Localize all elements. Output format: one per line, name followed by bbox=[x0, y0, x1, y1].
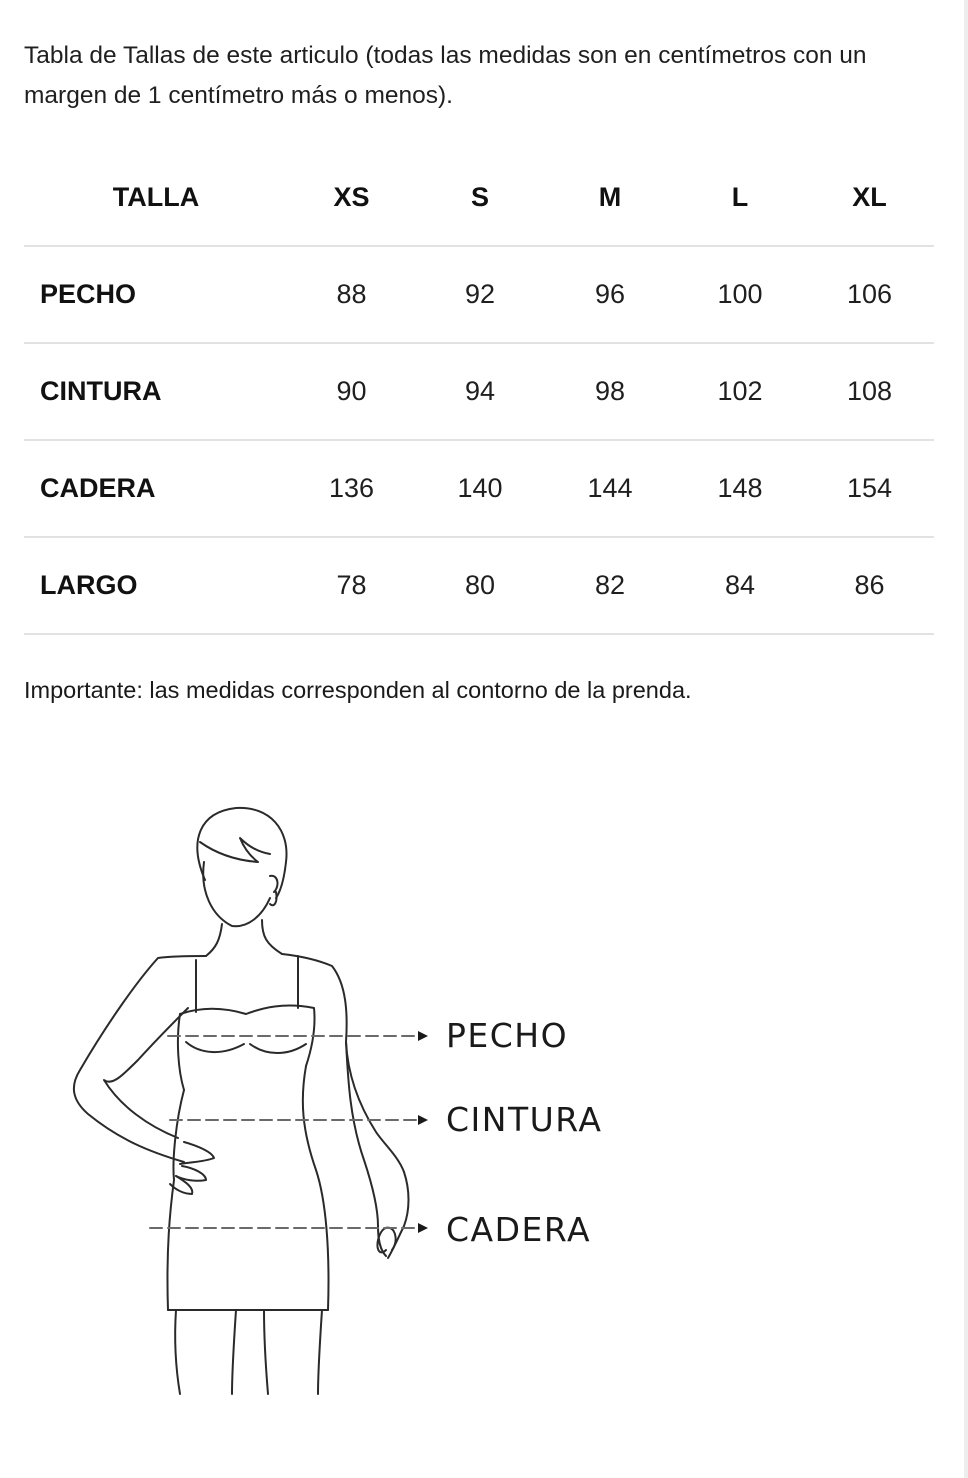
hip-arrow-icon bbox=[418, 1223, 428, 1233]
figure-label-hip: CADERA bbox=[446, 1210, 592, 1249]
table-cell: 140 bbox=[415, 440, 545, 537]
size-table bbox=[24, 150, 934, 635]
table-cell: 96 bbox=[545, 246, 675, 343]
table-cell: 98 bbox=[545, 343, 675, 440]
header-cell-m: M bbox=[545, 150, 675, 246]
table-cell: 82 bbox=[545, 537, 675, 634]
table-cell: 88 bbox=[288, 246, 415, 343]
table-cell: 80 bbox=[415, 537, 545, 634]
table-cell: 148 bbox=[675, 440, 805, 537]
table-row-cintura bbox=[24, 343, 934, 440]
waist-arrow-icon bbox=[418, 1115, 428, 1125]
row-label-pecho: PECHO bbox=[24, 246, 288, 343]
table-row-cadera bbox=[24, 440, 934, 537]
table-cell: 86 bbox=[805, 537, 934, 634]
table-cell: 136 bbox=[288, 440, 415, 537]
header-cell-xl: XL bbox=[805, 150, 934, 246]
row-label-cintura: CINTURA bbox=[24, 343, 288, 440]
table-cell: 94 bbox=[415, 343, 545, 440]
figure-label-chest: PECHO bbox=[446, 1016, 569, 1055]
measurement-lines bbox=[150, 1036, 418, 1228]
arrow-heads bbox=[418, 1031, 428, 1233]
table-cell: 78 bbox=[288, 537, 415, 634]
header-cell-s: S bbox=[415, 150, 545, 246]
table-row-largo bbox=[24, 537, 934, 634]
table-cell: 100 bbox=[675, 246, 805, 343]
table-cell: 92 bbox=[415, 246, 545, 343]
table-cell: 108 bbox=[805, 343, 934, 440]
table-cell: 84 bbox=[675, 537, 805, 634]
table-header-row bbox=[24, 150, 934, 246]
header-cell-l: L bbox=[675, 150, 805, 246]
row-label-cadera: CADERA bbox=[24, 440, 288, 537]
header-cell-talla: TALLA bbox=[24, 150, 288, 246]
header-cell-xs: XS bbox=[288, 150, 415, 246]
table-cell: 90 bbox=[288, 343, 415, 440]
table-cell: 144 bbox=[545, 440, 675, 537]
table-cell: 154 bbox=[805, 440, 934, 537]
intro-text: Tabla de Tallas de este articulo (todas las medidas son en centímetros con un margen de 1 centímetro más o menos). bbox=[24, 42, 867, 109]
table-cell: 102 bbox=[675, 343, 805, 440]
page-edge bbox=[964, 0, 968, 1478]
figure-label-waist: CINTURA bbox=[446, 1100, 603, 1139]
row-label-largo: LARGO bbox=[24, 537, 288, 634]
body-measurement-figure bbox=[0, 780, 640, 1420]
chest-arrow-icon bbox=[418, 1031, 428, 1041]
table-row-pecho bbox=[24, 246, 934, 343]
table-cell: 106 bbox=[805, 246, 934, 343]
measurement-note: Importante: las medidas corresponden al contorno de la prenda. bbox=[24, 677, 692, 703]
